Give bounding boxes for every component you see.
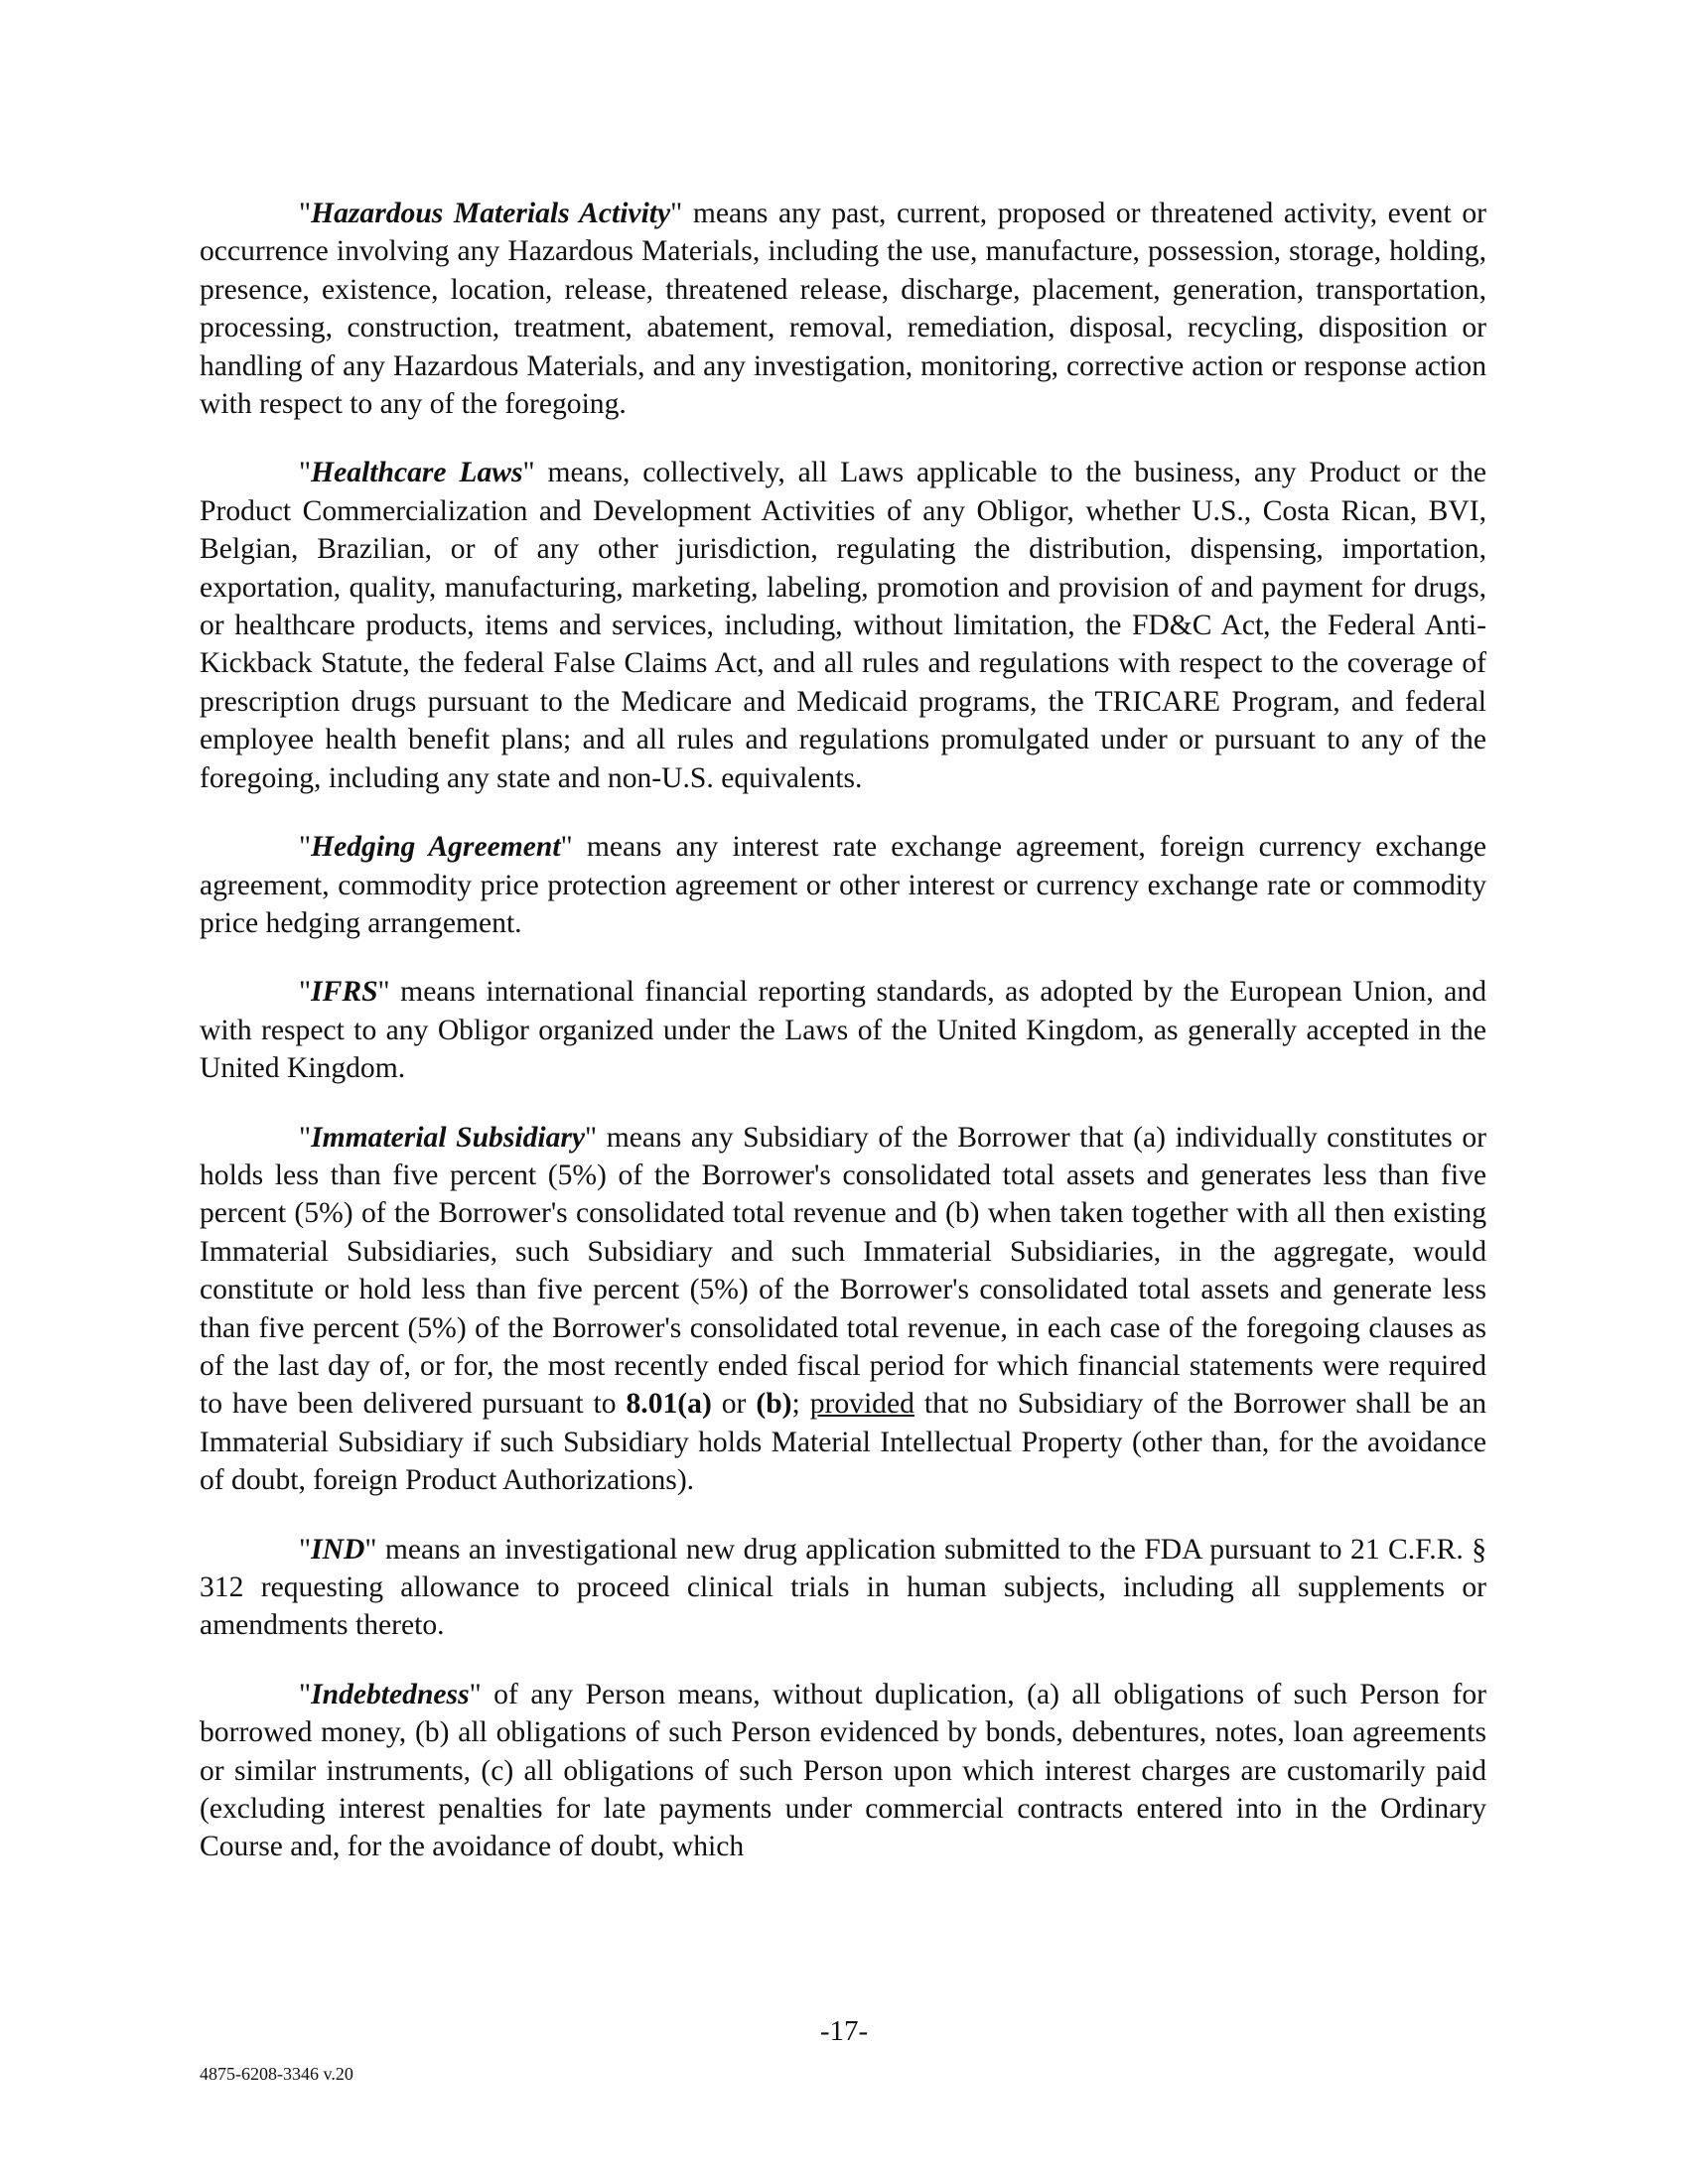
definition-healthcare-laws: [200, 454, 1486, 797]
defined-term: Immaterial Subsidiary: [311, 1121, 586, 1154]
definition-hazardous-materials-activity: [200, 195, 1486, 423]
defined-term: IND: [311, 1533, 365, 1566]
close-quote: ": [585, 1121, 598, 1154]
close-quote: ": [670, 198, 683, 229]
definition-ifrs: [200, 973, 1486, 1087]
close-quote: ": [469, 1678, 482, 1710]
definition-hedging-agreement: [200, 828, 1486, 942]
section-reference: 8.01(a): [626, 1388, 712, 1421]
definition-text: means any interest rate exchange agreement, foreign currency exchange agreement, commodity price protection agreement or other interest or currency exchange rate or commodity price hedging arrangement.: [200, 831, 1487, 939]
definition-indebtedness: [200, 1676, 1486, 1866]
open-quote: ": [299, 1678, 312, 1710]
defined-term: Healthcare Laws: [311, 457, 523, 489]
definition-text: or: [711, 1388, 757, 1421]
definition-text: that no Subsidiary of the Borrower shall be an Immaterial Subsidiary if such Subsidiary holds Material Intellectual Property (other than, for the avoidance of doubt, foreign Product Authorizations).: [200, 1388, 1487, 1497]
defined-term: Hazardous Materials Activity: [311, 198, 671, 229]
defined-term: Indebtedness: [311, 1678, 470, 1710]
definition-text: means international financial reporting standards, as adopted by the European Union, and with respect to any Obligor organized under the Laws of the United Kingdom, as generally accepted in the United Kingdom.: [200, 976, 1486, 1085]
close-quote: ": [364, 1533, 377, 1566]
definition-text: of any Person means, without duplication, (a) all obligations of such Person for borrowed money, (b) all obligations of such Person evidenced by bonds, debentures, notes, loan agreements or similar instruments, (c) all obligations of such Person upon which interest charges are customarily paid (excluding interest penalties for late payments under commercial contracts entered into in the Ordinary Course and, for the avoidance of doubt, which: [200, 1678, 1486, 1863]
definitions-body: [200, 195, 1486, 1897]
definition-text: ;: [791, 1388, 810, 1421]
defined-term: IFRS: [311, 976, 378, 1009]
close-quote: ": [560, 831, 573, 864]
page-number: -17-: [819, 2015, 869, 2047]
open-quote: ": [299, 976, 312, 1009]
document-id: 4875-6208-3346 v.20: [200, 2064, 353, 2084]
definition-immaterial-subsidiary: [200, 1119, 1486, 1500]
section-reference: (b): [756, 1388, 792, 1421]
definition-text: means any past, current, proposed or threatened activity, event or occurrence involving any Hazardous Materials, including the use, manufacture, possession, storage, holding, presence, existence, location, release, threatened release, discharge, placement, generation, transportation, processing, construction, treatment, abatement, removal, remediation, disposal, recycling, disposition or handling of any Hazardous Materials, and any investigation, monitoring, corrective action or response action with respect to any of the foregoing.: [200, 198, 1486, 421]
open-quote: ": [299, 198, 312, 229]
open-quote: ": [299, 1533, 312, 1566]
open-quote: ": [299, 831, 312, 864]
open-quote: ": [299, 457, 312, 489]
definition-text: means an investigational new drug application submitted to the FDA pursuant to 21 C.F.R. § 312 requesting allowance to proceed clinical trials in human subjects, including all supplements or amendments thereto.: [200, 1533, 1486, 1642]
proviso-term: provided: [809, 1388, 914, 1421]
defined-term: Hedging Agreement: [311, 831, 561, 864]
open-quote: ": [299, 1121, 312, 1154]
definition-text: means any Subsidiary of the Borrower that (a) individually constitutes or holds less than five percent (5%) of the Borrower's consolidated total assets and generates less than five percent (5%) of the Borrower's consolidated total revenue and (b) when taken together with all then existing Immaterial Subsidiaries, such Subsidiary and such Immaterial Subsidiaries, in the aggregate, would constitute or hold less than five percent (5%) of the Borrower's consolidated total assets and generate less than five percent (5%) of the Borrower's consolidated total revenue, in each case of the foregoing clauses as of the last day of, or for, the most recently ended fiscal period for which financial statements were required to have been delivered pursuant to: [200, 1121, 1486, 1421]
close-quote: ": [522, 457, 535, 489]
definition-text: means, collectively, all Laws applicable to the business, any Product or the Product Commercialization and Development Activities of any Obligor, whether U.S., Costa Rican, BVI, Belgian, Brazilian, or of any other jurisdiction, regulating the distribution, dispensing, importation, exportation, quality, manufacturing, marketing, labeling, promotion and provision of and payment for drugs, or healthcare products, items and services, including, without limitation, the FD&C Act, the Federal Anti-Kickback Statute, the federal False Claims Act, and all rules and regulations with respect to the coverage of prescription drugs pursuant to the Medicare and Medicaid programs, the TRICARE Program, and federal employee health benefit plans; and all rules and regulations promulgated under or pursuant to any of the foregoing, including any state and non-U.S. equivalents.: [200, 457, 1487, 794]
definition-ind: [200, 1531, 1486, 1645]
close-quote: ": [377, 976, 390, 1009]
